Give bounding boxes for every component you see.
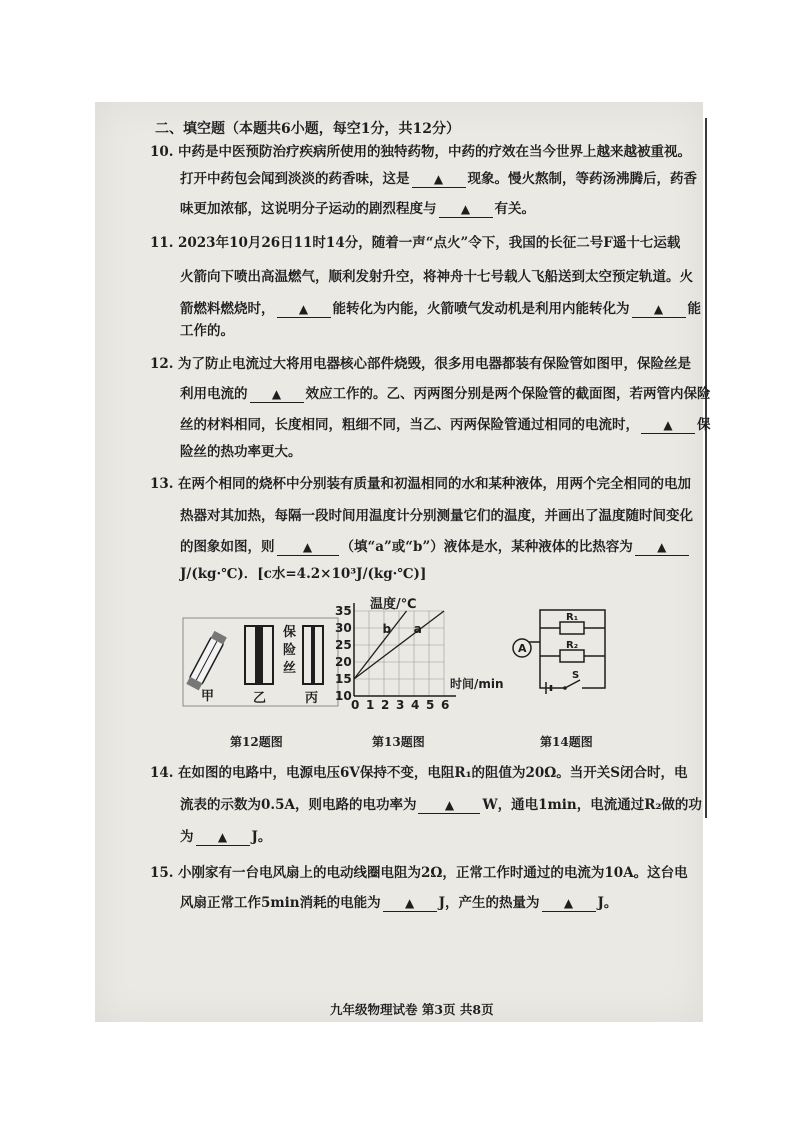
fuse-tube-jia <box>186 631 227 691</box>
switch-icon <box>565 680 580 688</box>
x-tick-label: 3 <box>396 698 405 712</box>
fig12-label-jia: 甲 <box>201 689 215 704</box>
q11-line-4: 工作的。 <box>180 323 234 339</box>
chart-ylabel: 温度/℃ <box>370 597 417 612</box>
q10-number: 10. <box>150 144 174 160</box>
x-tick-label: 0 <box>351 698 360 712</box>
series-label-b: b <box>382 621 392 636</box>
q14-line-2: 流表的示数为0.5A，则电路的电功率为 ▲ W，通电1min，电流通过R₂做的功 <box>180 797 702 813</box>
fuse-label-2: 险 <box>283 643 297 658</box>
fuse-section-yi <box>245 626 273 684</box>
q13-number: 13. <box>150 476 174 492</box>
q15-blank-2[interactable]: ▲ <box>542 895 596 912</box>
q15-number: 15. <box>150 865 174 881</box>
switch-pivot <box>563 686 567 690</box>
q11-number: 11. <box>150 235 174 251</box>
q12-blank-1[interactable]: ▲ <box>250 386 304 403</box>
q10-line-1: 10. 中药是中医预防治疗疾病所使用的独特药物，中药的疗效在当今世界上越来越被重视。 <box>150 144 691 160</box>
fuse-section-bing <box>303 626 323 684</box>
q11-line-3: 箭燃料燃烧时， ▲ 能转化为内能，火箭喷气发动机是利用内能转化为 ▲ 能 <box>180 301 701 317</box>
page-footer: 九年级物理试卷 第3页 共8页 <box>330 1002 494 1017</box>
y-tick-label: 15 <box>335 672 352 686</box>
x-tick-label: 1 <box>366 698 375 712</box>
q11-line-1: 11. 2023年10月26日11时14分，随着一声“点火”令下，我国的长征二号F遥十七运载 <box>150 235 681 251</box>
y-tick-label: 30 <box>335 621 352 635</box>
y-tick-label: 20 <box>335 655 352 669</box>
q10-blank-1[interactable]: ▲ <box>412 171 466 188</box>
x-tick-label: 6 <box>441 698 450 712</box>
fig12-label-bing: 丙 <box>305 691 319 706</box>
fuse-yi-wire <box>255 626 263 684</box>
q10-blank-2[interactable]: ▲ <box>439 201 493 218</box>
y-tick-label: 10 <box>335 689 352 703</box>
label-r1: R₁ <box>566 612 579 623</box>
q12-line-1: 12. 为了防止电流过大将用电器核心部件烧毁，很多用电器都装有保险管如图甲，保险丝是 <box>150 356 691 372</box>
fig13-temperature-chart <box>332 596 522 714</box>
q14-blank-2[interactable]: ▲ <box>196 829 250 846</box>
fuse-label-3: 丝 <box>283 661 297 676</box>
q10-line-3: 味更加浓郁，这说明分子运动的剧烈程度与 ▲ 有关。 <box>180 201 535 217</box>
ammeter-label: A <box>518 642 527 655</box>
q14-number: 14. <box>150 765 174 781</box>
chart-grid <box>354 611 444 696</box>
q14-line-1: 14. 在如图的电路中，电源电压6V保持不变，电阻R₁的阻值为20Ω。当开关S闭合时，电 <box>150 765 688 781</box>
q14-line-3: 为 ▲ J。 <box>180 829 272 845</box>
q14-blank-1[interactable]: ▲ <box>418 797 480 814</box>
wire-bottom-right <box>582 656 605 688</box>
fig12-label-yi: 乙 <box>253 691 267 706</box>
q11-line-2: 火箭向下喷出高温燃气，顺利发射升空，将神舟十七号载人飞船送到太空预定轨道。火 <box>180 269 693 285</box>
fig12-fuse-diagram <box>175 612 345 712</box>
series-label-a: a <box>413 621 422 636</box>
x-tick-label: 2 <box>381 698 390 712</box>
switch-label: S <box>572 670 580 681</box>
q15-line-1: 15. 小刚家有一台电风扇上的电动线圈电阻为2Ω，正常工作时通过的电流为10A。这台电 <box>150 865 688 881</box>
x-tick-label: 4 <box>411 698 420 712</box>
resistor-r2 <box>560 650 584 662</box>
section-title: 二、填空题（本题共6小题，每空1分，共12分） <box>155 121 460 137</box>
fuse-label-1: 保 <box>283 625 297 640</box>
fig14-circuit-diagram <box>510 600 630 700</box>
y-tick-label: 25 <box>335 638 352 652</box>
label-r2: R₂ <box>566 640 579 651</box>
q13-line-2: 热器对其加热，每隔一段时间用温度计分别测量它们的温度，并画出了温度随时间变化 <box>180 508 693 524</box>
q15-blank-1[interactable]: ▲ <box>383 895 437 912</box>
q15-line-2: 风扇正常工作5min消耗的电能为 ▲ J，产生的热量为 ▲ J。 <box>180 895 618 911</box>
x-tick-label: 5 <box>426 698 435 712</box>
fig13-caption: 第13题图 <box>372 735 425 749</box>
chart-xlabel: 时间/min <box>450 677 504 691</box>
q12-line-2: 利用电流的 ▲ 效应工作的。乙、丙两图分别是两个保险管的截面图，若两管内保险 <box>180 386 711 402</box>
q11-blank-2[interactable]: ▲ <box>632 301 686 318</box>
q12-blank-2[interactable]: ▲ <box>641 417 695 434</box>
q12-line-3: 丝的材料相同，长度相同，粗细不同，当乙、丙两保险管通过相同的电流时， ▲ 保 <box>180 417 711 433</box>
q13-line-3: 的图象如图，则 ▲ （填“a”或“b”）液体是水，某种液体的比热容为 ▲ <box>180 538 700 556</box>
y-tick-label: 35 <box>335 604 352 618</box>
q12-line-4: 险丝的热功率更大。 <box>180 444 302 460</box>
fig12-caption: 第12题图 <box>230 735 283 749</box>
q13-line-4: J/(kg·℃)．[c水=4.2×10³J/(kg·℃)] <box>180 566 427 582</box>
q10-line-2: 打开中药包会闻到淡淡的药香味，这是 ▲ 现象。慢火熬制，等药汤沸腾后，药香 <box>180 171 697 187</box>
q13-blank-1[interactable]: ▲ <box>277 539 339 556</box>
resistor-r1 <box>560 622 584 634</box>
fuse-bing-wire <box>311 626 315 684</box>
q13-line-1: 13. 在两个相同的烧杯中分别装有质量和初温相同的水和某种液体，用两个完全相同的电加 <box>150 476 691 492</box>
q12-number: 12. <box>150 356 174 372</box>
q13-blank-2[interactable]: ▲ <box>635 539 689 556</box>
q11-blank-1[interactable]: ▲ <box>277 301 331 318</box>
fig14-caption: 第14题图 <box>540 735 593 749</box>
